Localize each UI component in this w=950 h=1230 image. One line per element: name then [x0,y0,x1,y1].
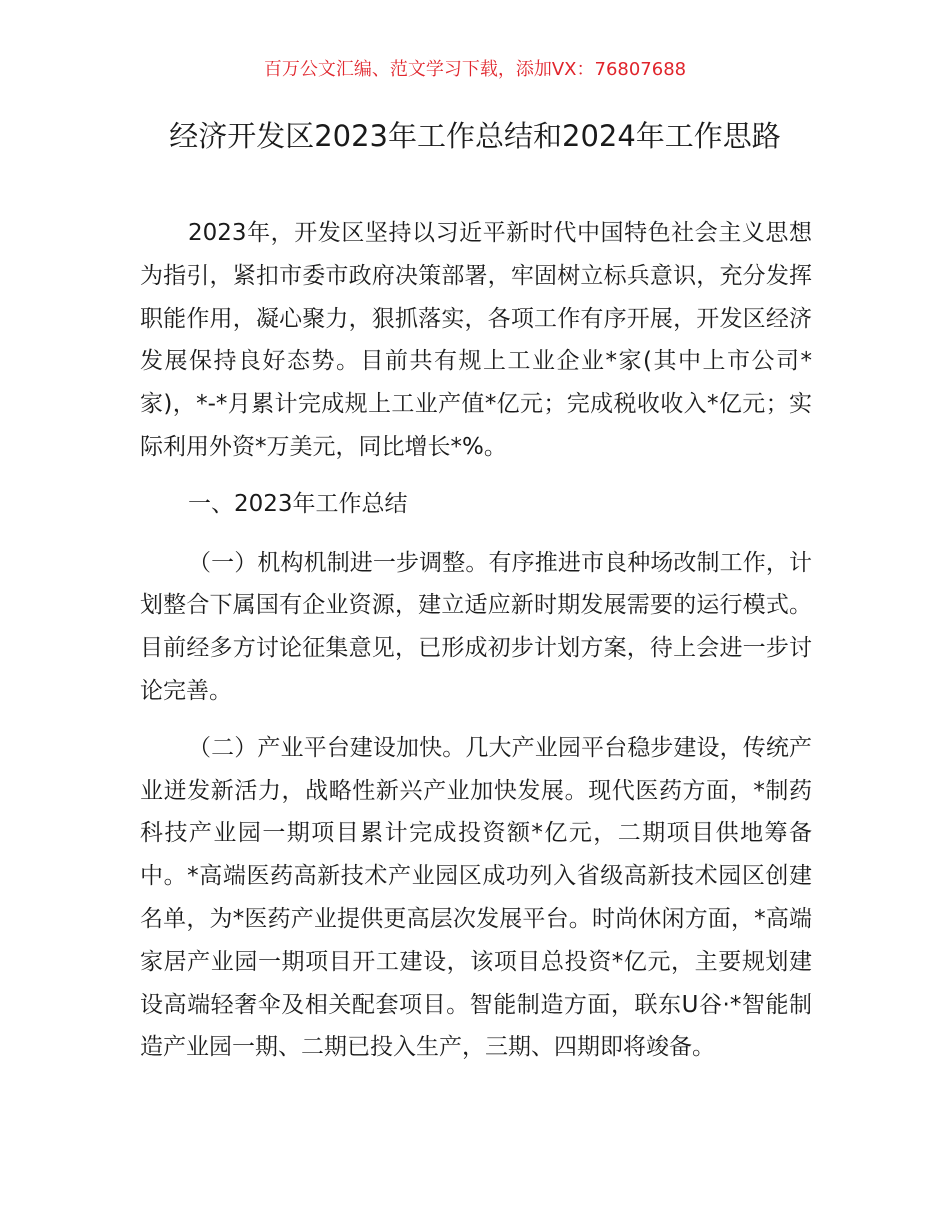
paragraph-industrial-platform: （二）产业平台建设加快。几大产业园平台稳步建设，传统产业迸发新活力，战略性新兴产业加快发展。现代医药方面，*制药科技产业园一期项目累计完成投资额*亿元，二期项目供地筹备中。*高端医药高新技术产业园区成功列入省级高新技术园区创建名单，为*医药产业提供更高层次发展平台。时尚休闲方面，*高端家居产业园一期项目开工建设，该项目总投资*亿元，主要规划建设高端轻奢伞及相关配套项目。智能制造方面，联东U谷·*智能制造产业园一期、二期已投入生产，三期、四期即将竣备。 [140,734,812,1061]
section-heading-summary: 一、2023年工作总结 [188,490,408,517]
intro-paragraph: 2023年，开发区坚持以习近平新时代中国特色社会主义思想为指引，紧扣市委市政府决策部署，牢固树立标兵意识，充分发挥职能作用，凝心聚力，狠抓落实，各项工作有序开展，开发区经济发展保持良好态势。目前共有规上工业企业*家(其中上市公司*家)，*-*月累计完成规上工业产值*亿元；完成税收收入*亿元；实际利用外资*万美元，同比增长*%。 [140,220,812,460]
header-watermark-note: 百万公文汇编、范文学习下载，添加VX：76807688 [263,59,687,80]
document-title: 经济开发区2023年工作总结和2024年工作思路 [169,119,781,153]
document-body [140,212,812,1083]
paragraph-institutional-mechanism: （一）机构机制进一步调整。有序推进市良种场改制工作，计划整合下属国有企业资源，建立适应新时期发展需要的运行模式。目前经多方讨论征集意见，已形成初步计划方案，待上会进一步讨论完善。 [140,549,812,704]
